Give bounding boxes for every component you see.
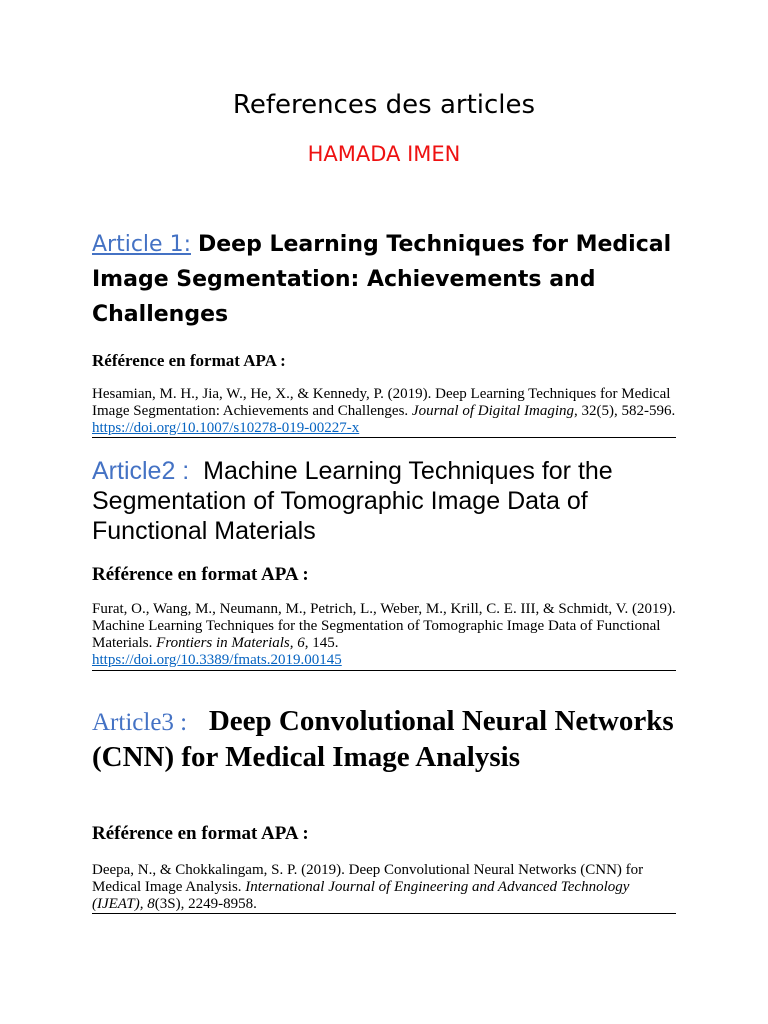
- article-3-heading-block: [92, 704, 682, 774]
- article-2-ref-journal: Frontiers in Materials, 6: [156, 635, 305, 651]
- article-1-reference-text: [92, 386, 682, 437]
- article-2-heading-block: [92, 456, 682, 546]
- article-1-ref-authors: Hesamian, M. H., Jia, W., He, X., & Kennedy, P. (2019). Deep Learning Techniques for Medical Image Segmentation: Achievements and Challenges.: [92, 386, 671, 419]
- article-2-divider: [92, 670, 676, 671]
- article-2-ref-heading-block: [92, 563, 682, 587]
- article-2-ref-volume: , 145.: [304, 635, 339, 651]
- article-1-ref-volume: , 32(5), 582-596.: [574, 403, 676, 419]
- article-3-ref-heading: Référence en format APA :: [92, 823, 309, 844]
- article-3-heading: [92, 704, 682, 774]
- article-1-label[interactable]: Article 1:: [92, 232, 191, 257]
- article-2-reference: [92, 601, 682, 669]
- article-2-ref-authors: Furat, O., Wang, M., Neumann, M., Petrich, L., Weber, M., Krill, C. E. III, & Schmidt, V. (2019). Machine Learning Techniques for the Segmentation of Tomographic Image Data of Functional Materials.: [92, 601, 676, 651]
- article-3-title: Deep Convolutional Neural Networks (CNN) for Medical Image Analysis: [92, 705, 674, 773]
- article-1-heading: [92, 227, 682, 332]
- article-2-ref-heading: Référence en format APA :: [92, 564, 309, 585]
- article-2-label: Article2 :: [92, 457, 190, 485]
- article-3-ref-journal: International Journal of Engineering and Advanced Technology (IJEAT), 8: [92, 879, 630, 912]
- article-1-ref-heading-block: [92, 350, 682, 372]
- article-1-heading-block: [92, 227, 682, 332]
- article-1-ref-journal: Journal of Digital Imaging: [411, 403, 574, 419]
- article-3-label: Article3 :: [92, 709, 188, 736]
- article-3-ref-authors: Deepa, N., & Chokkalingam, S. P. (2019). Deep Convolutional Neural Networks (CNN) for Medical Image Analysis.: [92, 862, 644, 895]
- document-title: References des articles: [232, 90, 536, 120]
- article-3-divider: [92, 913, 676, 914]
- article-3-reference-text: [92, 862, 682, 913]
- article-3-ref-heading-block: [92, 822, 682, 846]
- article-2-doi-link[interactable]: https://doi.org/10.3389/fmats.2019.00145: [92, 652, 342, 668]
- article-3-ref-volume: (3S), 2249-8958.: [154, 896, 257, 912]
- article-1-reference: [92, 386, 682, 437]
- article-2-reference-text: [92, 601, 682, 669]
- article-3-reference: [92, 862, 682, 913]
- article-2-title: Machine Learning Techniques for the Segmentation of Tomographic Image Data of Functional Materials: [92, 457, 613, 545]
- article-1-divider: [92, 437, 676, 438]
- document-author: HAMADA IMEN: [307, 142, 461, 166]
- article-1-title: Deep Learning Techniques for Medical Image Segmentation: Achievements and Challenges: [92, 232, 672, 327]
- article-1-ref-heading: Référence en format APA :: [92, 351, 286, 370]
- article-2-heading: [92, 456, 682, 546]
- article-1-doi-link[interactable]: https://doi.org/10.1007/s10278-019-00227-x: [92, 420, 360, 436]
